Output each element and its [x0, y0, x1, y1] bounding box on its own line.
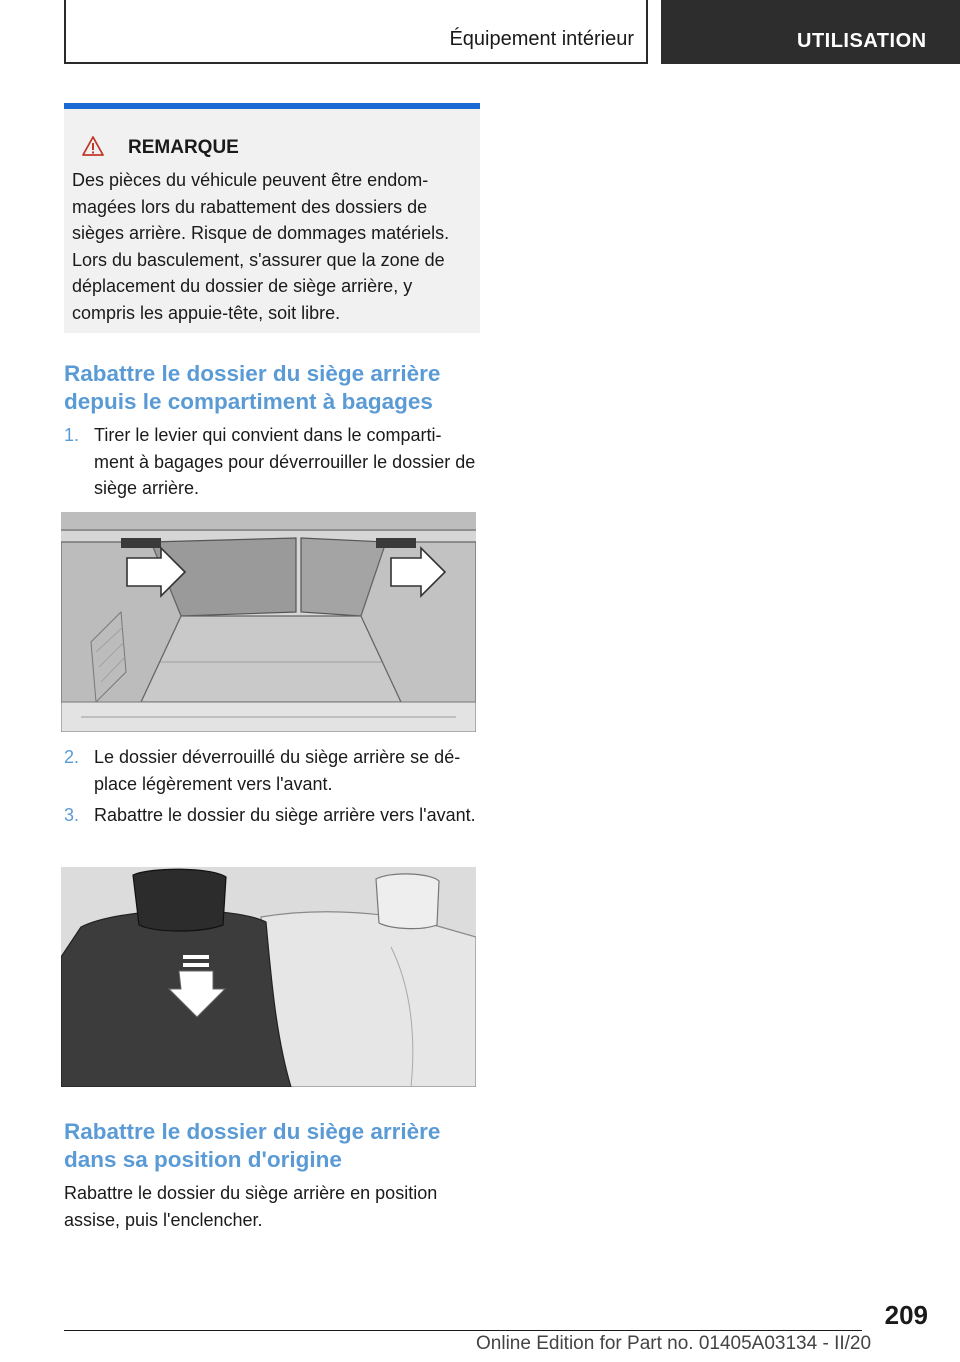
- seat-image: [61, 867, 476, 1087]
- trunk-image: [61, 512, 476, 732]
- section-heading-original-position: Rabattre le dossier du siège arrière dans sa position d'origine: [64, 1119, 441, 1172]
- header-section-box: [64, 0, 648, 64]
- page-number: 209: [884, 1300, 928, 1330]
- step-text: Tirer le levier qui convient dans le comparti‐ ment à bagages pour déverrouiller le dossier de siège arrière.: [94, 425, 476, 498]
- header-chapter-title: UTILISATION: [797, 30, 927, 52]
- note-box: [64, 103, 480, 333]
- note-title: REMARQUE: [128, 137, 239, 158]
- seat-illustration: [61, 867, 476, 1087]
- section-heading-from-trunk: Rabattre le dossier du siège arrière depuis le compartiment à bagages: [64, 361, 441, 414]
- warning-triangle-icon: [82, 135, 104, 157]
- header-section-title: Équipement intérieur: [449, 28, 634, 50]
- header-chapter-box: [661, 0, 960, 64]
- trunk-illustration: [61, 512, 476, 732]
- footer-divider: [64, 1330, 862, 1331]
- step-number: 2.: [64, 747, 80, 767]
- step-number: 1.: [64, 425, 80, 445]
- section2-body: Rabattre le dossier du siège arrière en position assise, puis l'enclencher.: [64, 1183, 438, 1230]
- note-body: Des pièces du véhicule peuvent être endom‐ magées lors du rabattement des dossiers de sièges arrière. Risque de dommages matériels. Lors du basculement, s'assurer que la zone de déplacement du dossier de siège arrière, y compris les appuie-tête, soit libre.: [72, 170, 450, 323]
- footer-edition: Online Edition for Part no. 01405A03134 - II/20: [476, 1333, 872, 1354]
- step-text: Le dossier déverrouillé du siège arrière se dé‐ place légèrement vers l'avant.: [94, 747, 461, 794]
- step-number: 3.: [64, 805, 80, 825]
- step-text: Rabattre le dossier du siège arrière vers l'avant.: [94, 805, 476, 825]
